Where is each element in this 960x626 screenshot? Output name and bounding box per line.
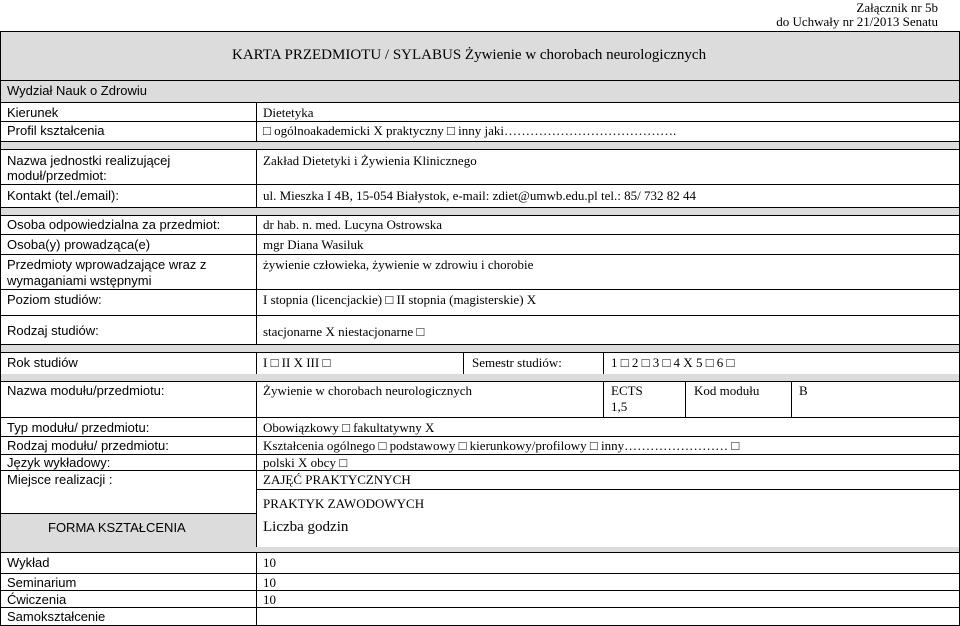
- osoba-odp-label: Osoba odpowiedzialna za przedmiot:: [7, 217, 221, 232]
- jednostka-label-2: moduł/przedmiot:: [7, 168, 107, 183]
- semestr-label: Semestr studiów:: [472, 355, 562, 370]
- rodzaj-modulu-value: Kształcenia ogólnego □ podstawowy □ kierunkowy/profilowy □ inny…………………… □: [263, 438, 740, 453]
- przedmioty-label-2: wymaganiami wstępnymi: [7, 273, 152, 288]
- kontakt-value: ul. Mieszka I 4B, 15-054 Białystok, e-mail: zdiet@umwb.edu.pl tel.: 85/ 732 82 44: [263, 188, 696, 203]
- faculty-name: Wydział Nauk o Zdrowiu: [7, 83, 148, 98]
- typ-label: Typ modułu/ przedmiotu:: [7, 420, 150, 435]
- poziom-value: I stopnia (licencjackie) □ II stopnia (magisterskie) X: [263, 292, 537, 307]
- modul-value: Żywienie w chorobach neurologicznych: [263, 383, 473, 398]
- miejsce-label: Miejsce realizacji :: [7, 472, 113, 487]
- rok-label: Rok studiów: [7, 355, 78, 370]
- semestr-value: 1 □ 2 □ 3 □ 4 X 5 □ 6 □: [611, 355, 735, 370]
- osoba-odp-value: dr hab. n. med. Lucyna Ostrowska: [263, 217, 443, 232]
- kierunek-label: Kierunek: [7, 105, 59, 120]
- forma-row-hours: 10: [263, 555, 276, 570]
- poziom-label: Poziom studiów:: [7, 292, 102, 307]
- ects-label: ECTS: [611, 383, 643, 398]
- attachment-number: Załącznik nr 5b: [856, 0, 938, 15]
- jednostka-value: Zakład Dietetyki i Żywienia Klinicznego: [263, 153, 477, 168]
- forma-row-name: Samokształcenie: [7, 609, 106, 624]
- forma-header: FORMA KSZTAŁCENIA: [48, 520, 186, 535]
- rodzaj-modulu-label: Rodzaj modułu/ przedmiotu:: [7, 438, 169, 453]
- osoba-prow-label: Osoba(y) prowadząca(e): [7, 237, 151, 252]
- ects-value: 1,5: [611, 399, 628, 414]
- jezyk-value: polski X obcy □: [263, 455, 348, 470]
- jezyk-label: Język wykładowy:: [7, 455, 111, 470]
- kierunek-value: Dietetyka: [263, 105, 314, 120]
- page-title: KARTA PRZEDMIOTU / SYLABUS Żywienie w chorobach neurologicznych: [232, 47, 707, 63]
- forma-row-name: Seminarium: [7, 575, 77, 590]
- profil-label: Profil kształcenia: [7, 123, 105, 138]
- osoba-prow-value: mgr Diana Wasiluk: [263, 237, 364, 252]
- rodzaj-value: stacjonarne X niestacjonarne □: [263, 324, 425, 339]
- forma-row-name: Wykład: [7, 555, 50, 570]
- resolution-reference: do Uchwały nr 21/2013 Senatu: [776, 14, 938, 29]
- profil-value: □ ogólnoakademicki X praktyczny □ inny jaki………………………………….: [263, 123, 677, 138]
- przedmioty-value: żywienie człowieka, żywienie w zdrowiu i chorobie: [263, 257, 534, 272]
- typ-value: Obowiązkowy □ fakultatywny X: [263, 420, 435, 435]
- kontakt-label: Kontakt (tel./email):: [7, 188, 119, 203]
- jednostka-label: Nazwa jednostki realizującej: [7, 153, 171, 168]
- forma-row-hours: 10: [263, 575, 276, 590]
- rok-value: I □ II X III □: [263, 355, 331, 370]
- praktyk-value: PRAKTYK ZAWODOWYCH: [263, 496, 425, 511]
- przedmioty-label: Przedmioty wprowadzające wraz z: [7, 257, 207, 272]
- kod-label: Kod modułu: [694, 383, 760, 398]
- rodzaj-label: Rodzaj studiów:: [7, 323, 99, 338]
- kod-value: B: [799, 383, 808, 398]
- miejsce-value: ZAJĘĆ PRAKTYCZNYCH: [263, 472, 411, 487]
- forma-row-hours: 10: [263, 592, 276, 607]
- forma-row-name: Ćwiczenia: [7, 592, 67, 607]
- liczba-godzin-header: Liczba godzin: [263, 519, 349, 535]
- modul-label: Nazwa modułu/przedmiotu:: [7, 383, 165, 398]
